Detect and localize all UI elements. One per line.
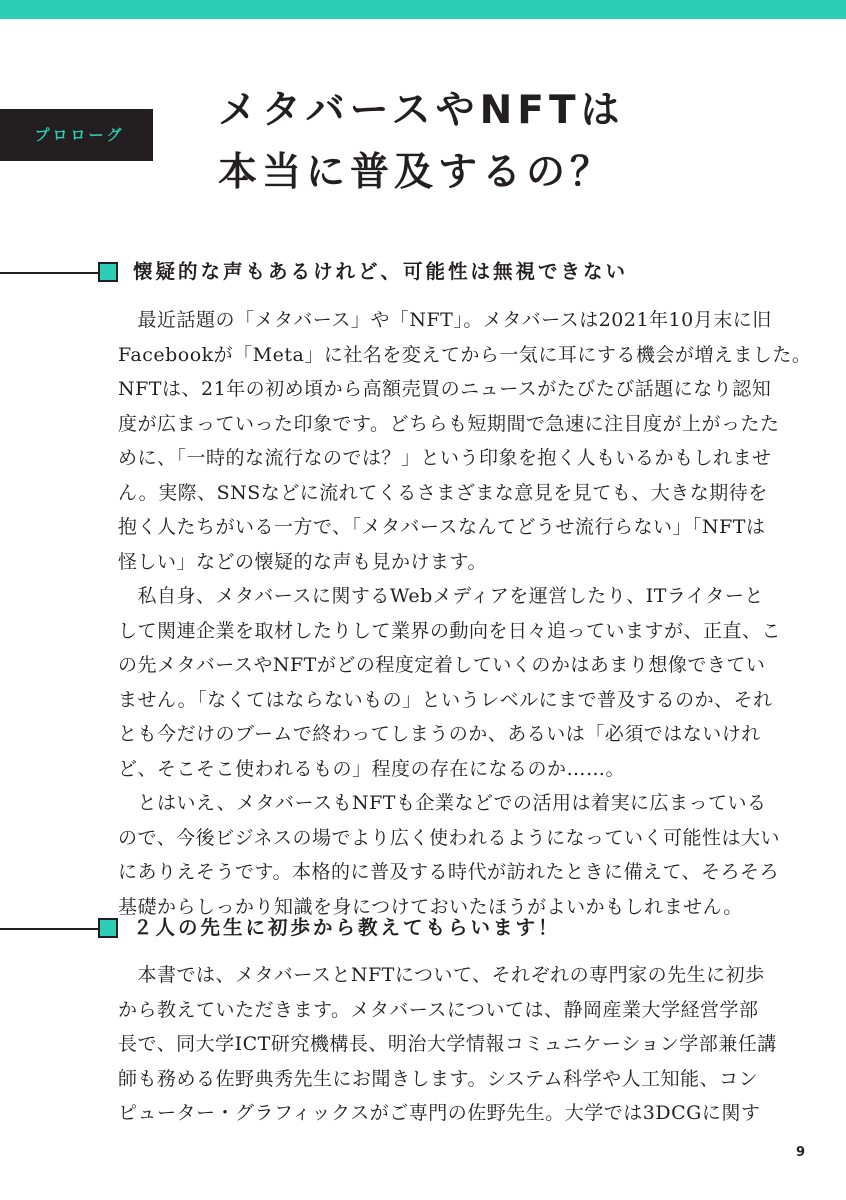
top-accent-band [0,0,846,19]
body-line: Facebookが「Meta」に社名を変えてから一気に耳にする機会が増えました。 [118,343,812,366]
section-heading-1 [0,258,846,288]
section-heading-2 [0,914,846,944]
section-heading-text: 懐疑的な声もあるけれど、可能性は無視できない [133,260,629,283]
body-line: 私自身、メタバースに関するWebメディアを運営したり、ITライターと [118,585,764,607]
body-line: とはいえ、メタバースもNFTも企業などでの活用は着実に広まっている [118,792,767,814]
heading-square-marker [98,918,118,938]
chapter-title-line-1: メタバースやNFTは [218,88,625,133]
body-line: 長で、同大学ICT研究機構長、明治大学情報コミュニケーション学部兼任講 [118,1033,777,1055]
chapter-tag: プロローグ [0,109,153,161]
body-line: にありえそうです。本格的に普及する時代が訪れたときに備えて、そろそろ [118,861,780,883]
section-heading-text: ２人の先生に初歩から教えてもらいます！ [133,916,561,939]
body-line: 抱く人たちがいる一方で、「メタバースなんてどうせ流行らない」「NFTは [118,516,766,538]
body-line: ん。実際、SNSなどに流れてくるさまざまな意見を見ても、大きな期待を [118,481,768,504]
body-line: 本書では、メタバースとNFTについて、それぞれの専門家の先生に初歩 [118,964,765,986]
heading-rule [0,272,98,274]
heading-square-marker [98,262,118,282]
heading-rule [0,928,98,930]
section-1-body [118,303,812,924]
body-line: 度が広まっていった印象です。どちらも短期間で急速に注目度が上がったた [118,412,780,435]
body-line: とも今だけのブームで終わってしまうのか、あるいは「必須ではないけれ [118,723,761,745]
body-line: 基礎からしっかり知識を身につけておいたほうがよいかもしれません。 [118,895,743,918]
body-line: NFTは、21年の初め頃から高額売買のニュースがたびたび話題になり認知 [118,378,772,400]
body-line: 最近話題の「メタバース」や「NFT」。メタバースは2021年10月末に旧 [118,309,772,331]
body-line: から教えていただきます。メタバースについては、静岡産業大学経営学部 [118,998,759,1021]
section-2-body [118,958,777,1131]
chapter-title [218,80,625,204]
page-number: 9 [796,1145,806,1160]
body-line: ので、今後ビジネスの場でより広く使われるようになっていく可能性は大い [118,826,781,849]
body-line: ど、そこそこ使われるもの」程度の存在になるのか……。 [118,757,626,780]
body-line: ません。「なくてはならないもの」というレベルにまで普及するのか、それ [118,688,773,711]
body-line: ピューター・グラフィックスがご専門の佐野先生。大学では3DCGに関す [118,1102,761,1124]
body-line: して関連企業を取材したりして業界の動向を日々追っていますが、正直、こ [118,619,782,642]
body-line: 怪しい」などの懐疑的な声も見かけます。 [118,550,487,573]
body-line: の先メタバースやNFTがどの程度定着していくのかはあまり想像できてい [118,654,766,676]
body-line: 師も務める佐野典秀先生にお聞きします。システム科学や人工知能、コン [118,1067,759,1090]
chapter-title-line-2: 本当に普及するの？ [218,150,615,195]
body-line: めに、「一時的な流行なのでは？」という印象を抱く人もいるかもしれませ [118,447,772,469]
